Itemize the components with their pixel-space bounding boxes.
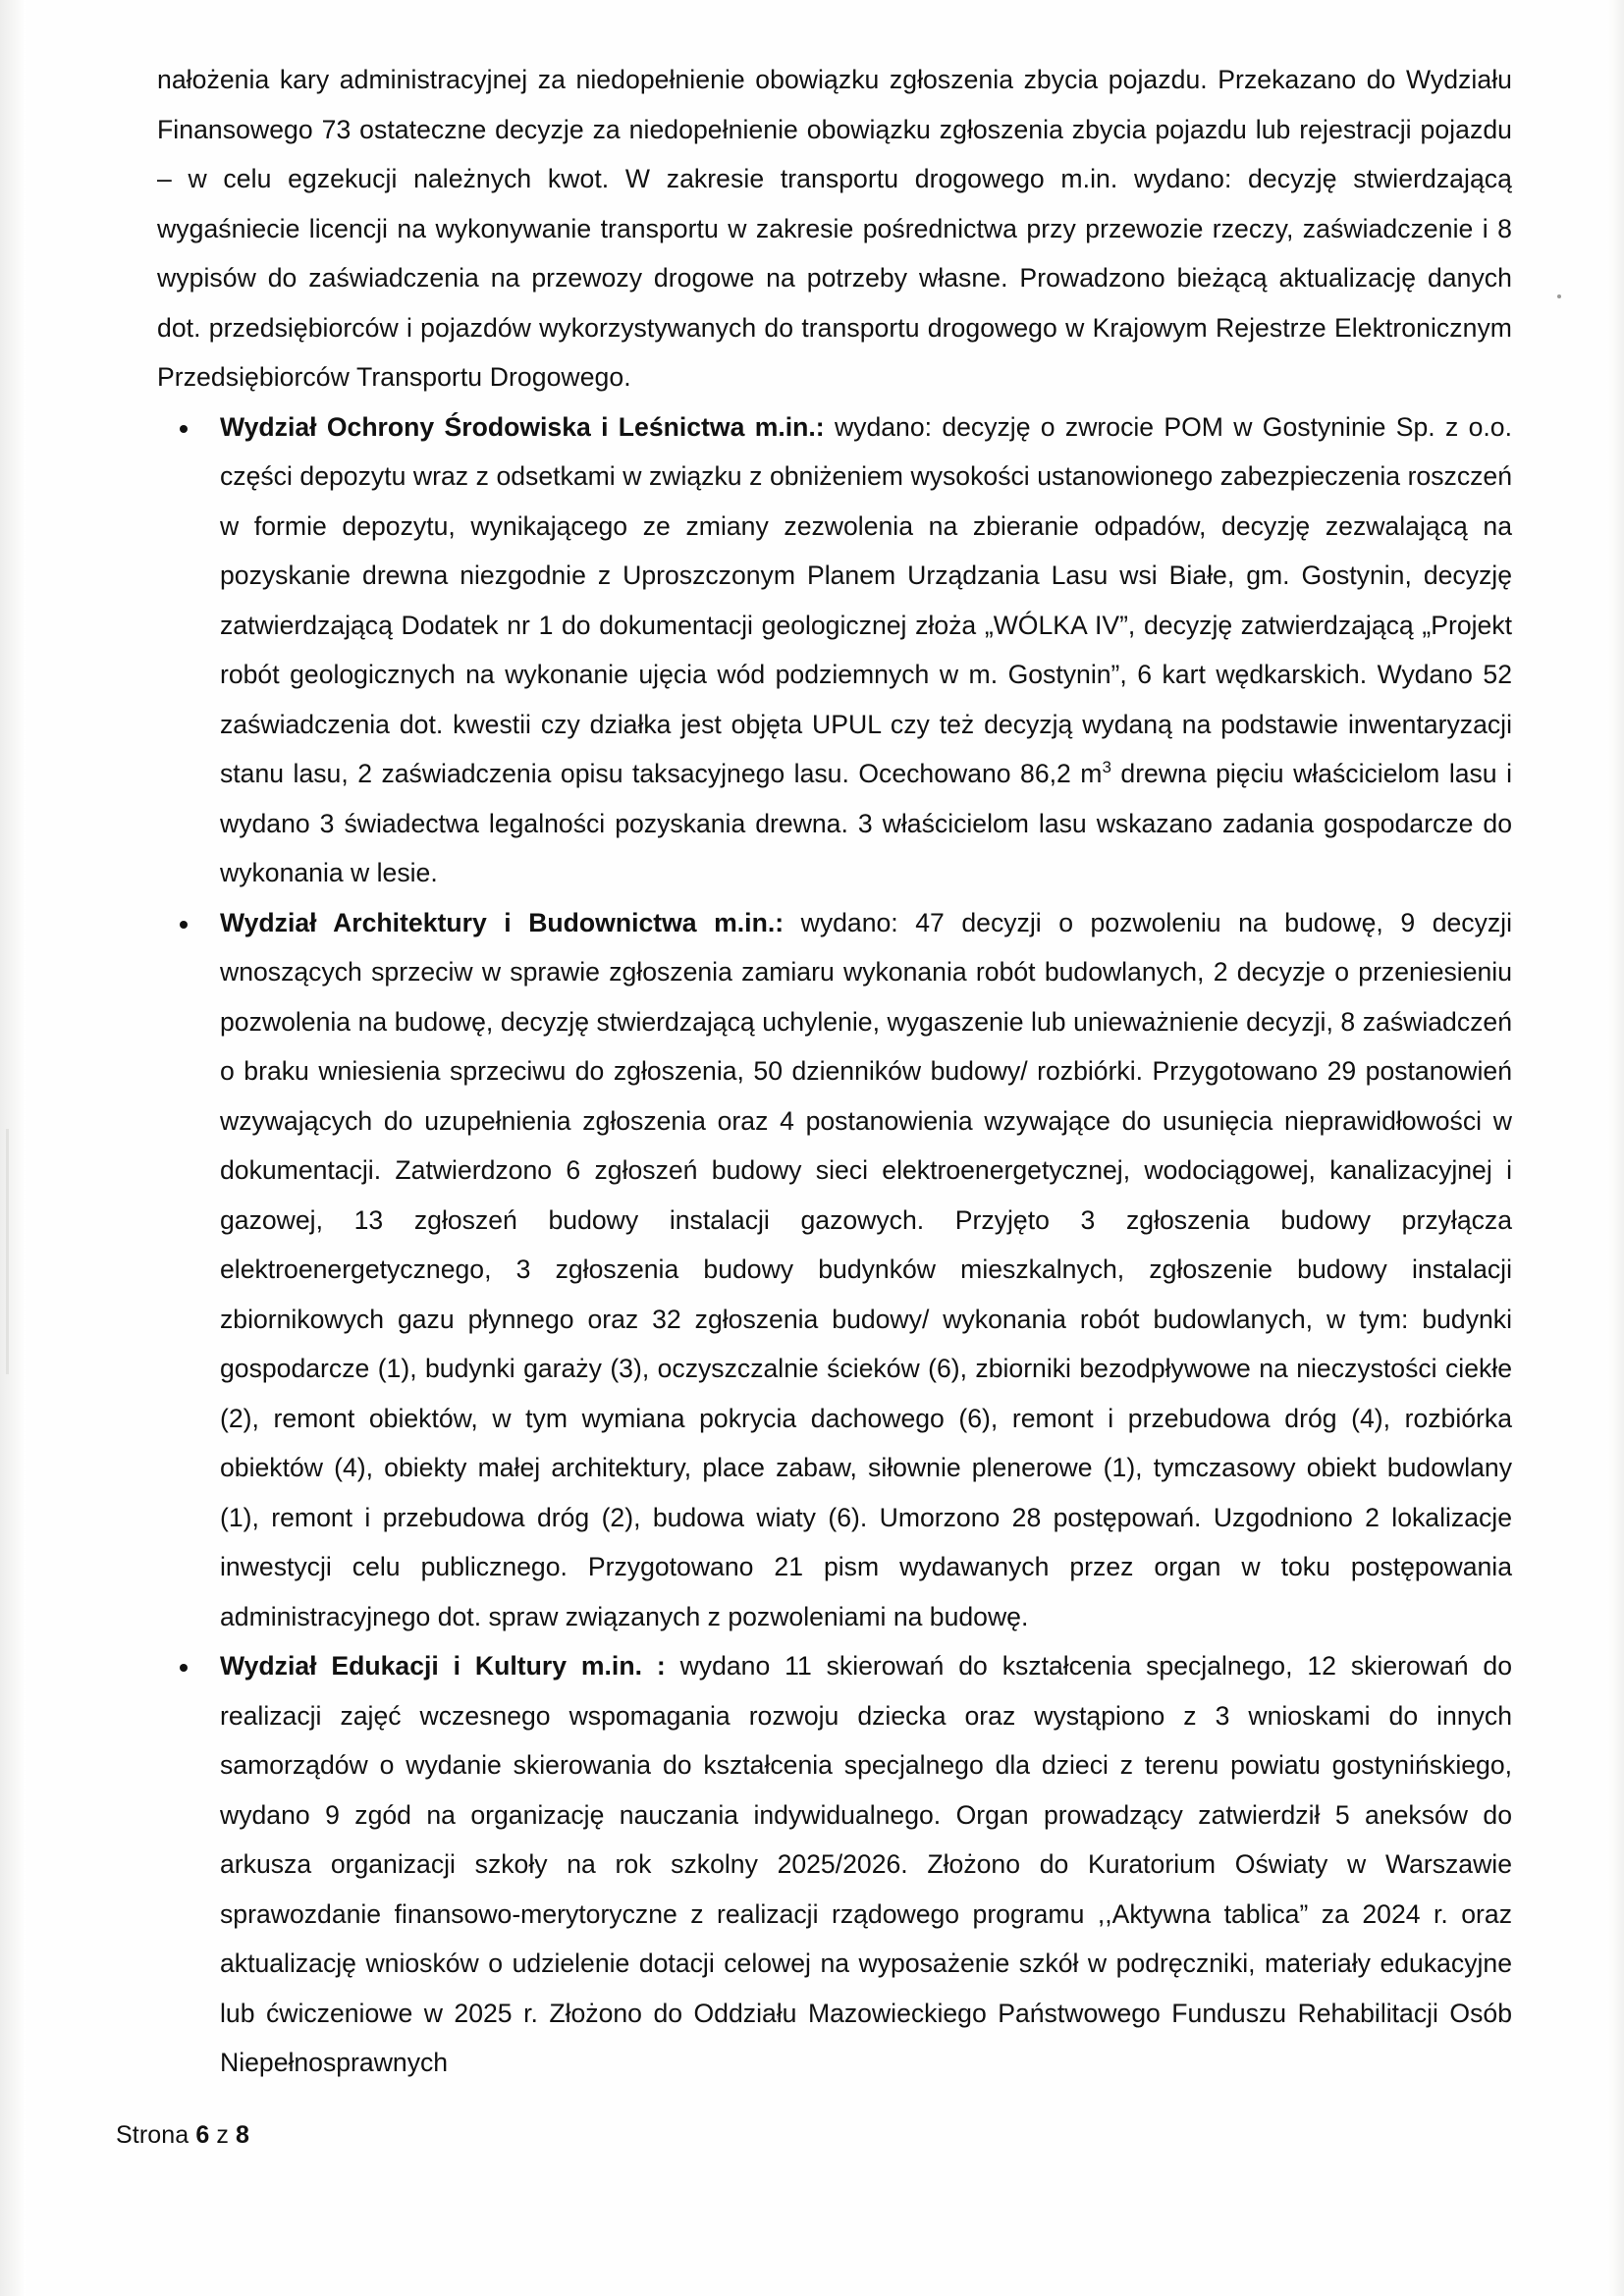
- department-text-environment-part-1: wydano: decyzję o zwrocie POM w Gostyninie Sp. z o.o. części depozytu wraz z odsetkami w związku z obniżeniem wysokości ustanowionego zabezpieczenia roszczeń w formie depozytu, wynikającego ze zmiany zezwolenia na zbieranie odpadów, decyzję zezwalającą na pozyskanie drewna niezgodnie z Uproszczonym Planem Urządzania Lasu wsi Białe, gm. Gostynin, decyzję zatwierdzającą Dodatek nr 1 do dokumentacji geologicznej złoża „WÓLKA IV”, decyzję zatwierdzającą „Projekt robót geologicznych na wykonanie ujęcia wód podziemnych w m. Gostynin”, 6 kart wędkarskich.: [220, 411, 1512, 689]
- page-footer: [116, 2118, 249, 2152]
- department-text-environment-part-3-before-unit: Ocechowano 86,2 m: [858, 759, 1103, 788]
- department-text-education-part-3: Złożono do Kuratorium Oświaty w Warszawie sprawozdanie finansowo-merytoryczne z realizacji rządowego programu ,,Aktywna tablica” za 2024 r. oraz aktualizację wniosków o udzielenie dotacji celowej na wyposażenie szkół w podręczniki, materiały edukacyjne lub ćwiczeniowe w 2025 r.: [220, 1849, 1512, 2028]
- list-item: [157, 898, 1512, 1642]
- footer-page-separator: z: [216, 2121, 229, 2149]
- document-body: [157, 55, 1512, 2088]
- footer-page-total: 8: [236, 2121, 250, 2149]
- footer-page-number: 6: [195, 2121, 210, 2149]
- department-text-education-part-2: Organ prowadzący zatwierdził 5 aneksów do arkusza organizacji szkoły na rok szkolny 2025/2026.: [220, 1799, 1513, 1879]
- department-text-education-part-4: Złożono do Oddziału Mazowieckiego Państwowego Funduszu Rehabilitacji Osób Niepełnosprawnych: [220, 1998, 1512, 2077]
- department-heading-environment: Wydział Ochrony Środowiska i Leśnictwa m.in.:: [220, 411, 825, 442]
- list-item: [157, 402, 1512, 898]
- department-heading-architecture: Wydział Architektury i Budownictwa m.in.:: [220, 907, 785, 937]
- department-text-environment-part-3-after-unit: drewna pięciu właścicielom lasu i wydano 3 świadectwa legalności pozyskania drewna. 3 właścicielom lasu wskazano zadania gospodarcze do wykonania w lesie.: [220, 759, 1512, 887]
- department-text-architecture: wydano: 47 decyzji o pozwoleniu na budowę, 9 decyzji wnoszących sprzeciw w sprawie zgłoszenia zamiaru wykonania robót budowlanych, 2 decyzje o przeniesieniu pozwolenia na budowę, decyzję stwierdzającą uchylenie, wygaszenie lub unieważnienie decyzji, 8 zaświadczeń o braku wniesienia sprzeciwu do zgłoszenia, 50 dzienników budowy/ rozbiórki. Przygotowano 29 postanowień wzywających do uzupełnienia zgłoszenia oraz 4 postanowienia wzywające do usunięcia nieprawidłowości w dokumentacji. Zatwierdzono 6 zgłoszeń budowy sieci elektroenergetycznej, wodociągowej, kanalizacyjnej i gazowej, 13 zgłoszeń budowy instalacji gazowych. Przyjęto 3 zgłoszenia budowy przyłącza elektroenergetycznego, 3 zgłoszenia budowy budynków mieszkalnych, zgłoszenie budowy instalacji zbiornikowych gazu płynnego oraz 32 zgłoszenia budowy/ wykonania robót budowlanych, w tym: budynki gospodarcze (1), budynki garaży (3), oczyszczalnie ścieków (6), zbiorniki bezodpływowe na nieczystości ciekłe (2), remont obiektów, w tym wymiana pokrycia dachowego (6), remont i przebudowa dróg (4), rozbiórka obiektów (4), obiekty małej architektury, place zabaw, siłownie plenerowe (1), tymczasowy obiekt budowlany (1), remont i przebudowa dróg (2), budowa wiaty (6). Umorzono 28 postępowań. Uzgodniono 2 lokalizacje inwestycji celu publicznego. Przygotowano 21 pism wydawanych przez organ w toku postępowania administracyjnego dot. spraw związanych z pozwoleniami na budowę.: [220, 907, 1512, 1631]
- department-text-environment-part-2: Wydano 52 zaświadczenia dot. kwestii czy działka jest objęta UPUL czy też decyzją wydaną na podstawie inwentaryzacji stanu lasu, 2 zaświadczenia opisu taksacyjnego lasu.: [220, 660, 1512, 788]
- department-heading-education: Wydział Edukacji i Kultury m.in. :: [220, 1651, 666, 1681]
- cubic-meter-exponent: 3: [1102, 758, 1111, 777]
- footer-page-prefix: Strona: [116, 2121, 189, 2149]
- department-activities-list: [157, 402, 1512, 2088]
- department-text-education-part-1: wydano 11 skierowań do kształcenia specjalnego, 12 skierowań do realizacji zajęć wczesnego wspomagania rozwoju dziecka oraz wystąpiono z 3 wnioskami do innych samorządów o wydanie skierowania do kształcenia specjalnego dla dzieci z terenu powiatu gostynińskiego, wydano 9 zgód na organizację nauczania indywidualnego.: [220, 1651, 1513, 1830]
- list-item: [157, 1641, 1512, 2088]
- intro-paragraph: nałożenia kary administracyjnej za niedopełnienie obowiązku zgłoszenia zbycia pojazdu. Przekazano do Wydziału Finansowego 73 ostateczne decyzje za niedopełnienie obowiązku zgłoszenia zbycia pojazdu lub rejestracji pojazdu – w celu egzekucji należnych kwot. W zakresie transportu drogowego m.in. wydano: decyzję stwierdzającą wygaśniecie licencji na wykonywanie transportu w zakresie pośrednictwa przy przewozie rzeczy, zaświadczenie i 8 wypisów do zaświadczenia na przewozy drogowe na potrzeby własne. Prowadzono bieżącą aktualizację danych dot. przedsiębiorców i pojazdów wykorzystywanych do transportu drogowego w Krajowym Rejestrze Elektronicznym Przedsiębiorców Transportu Drogowego.: [157, 65, 1512, 392]
